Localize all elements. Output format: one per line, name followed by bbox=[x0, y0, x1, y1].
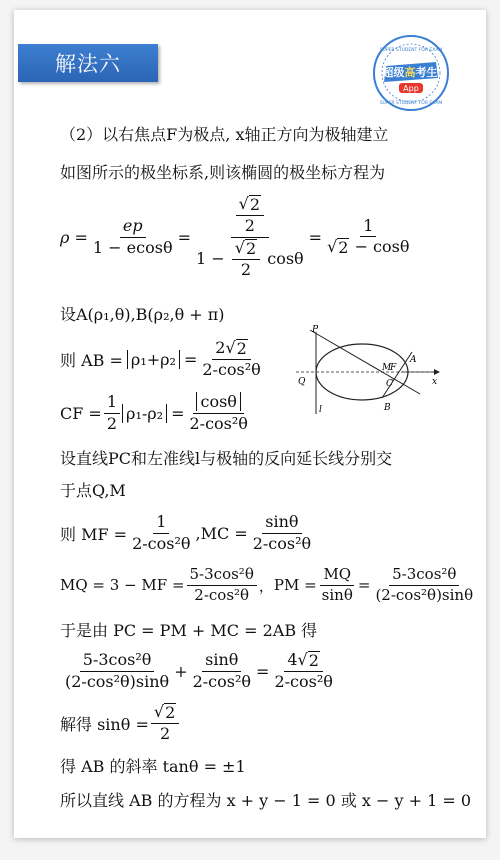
slope-line bbox=[60, 754, 246, 777]
sum-fraction-3 bbox=[271, 651, 335, 692]
mf-pre: 则 MF = bbox=[60, 524, 128, 544]
cf-num-abs: cosθ bbox=[196, 392, 240, 411]
label-l: l bbox=[319, 405, 322, 415]
rho-f1-den: 1 − ecosθ bbox=[92, 237, 173, 257]
pc-intro-line-2 bbox=[60, 478, 126, 501]
set-ab-text: 设A(ρ₁,θ),B(ρ₂,θ + π) bbox=[60, 305, 225, 324]
intro-text-2: 如图所示的极坐标系,则该椭圆的极坐标方程为 bbox=[60, 163, 386, 182]
set-ab-line bbox=[60, 302, 225, 325]
cf-half-num: 1 bbox=[104, 393, 120, 413]
solve-den: 2 bbox=[159, 724, 171, 743]
svg-text:超级高考生: 超级高考生 bbox=[382, 66, 438, 79]
pc-relation-line bbox=[60, 618, 317, 641]
pm-pre: PM = bbox=[273, 576, 317, 594]
mc-num: sinθ bbox=[262, 513, 301, 533]
method-label: 解法六 bbox=[55, 52, 121, 76]
intro-line-2 bbox=[60, 160, 385, 183]
label-a: A bbox=[410, 355, 417, 365]
pm-fraction-2 bbox=[372, 566, 476, 604]
rho-eq-2: = bbox=[308, 227, 323, 247]
ab-eq: = bbox=[183, 349, 198, 369]
sum-num-3: 4 √ 2 bbox=[284, 651, 323, 672]
cf-half bbox=[104, 393, 120, 433]
rho-equation bbox=[60, 193, 415, 279]
mq-den: 2-cos²θ bbox=[194, 585, 250, 604]
cf-fraction bbox=[186, 393, 250, 433]
rho-f2-den bbox=[193, 238, 307, 280]
pm-den-1: sinθ bbox=[321, 585, 353, 604]
sum-fraction-2 bbox=[190, 651, 254, 691]
pc-relation-text: 于是由 PC = PM + MC = 2AB 得 bbox=[60, 621, 318, 640]
cf-abs: ρ₁-ρ₂ bbox=[122, 404, 167, 423]
mc-fraction bbox=[250, 513, 314, 553]
pm-num-1: MQ bbox=[320, 566, 354, 585]
pc-intro-text-2: 于点Q,M bbox=[60, 481, 126, 500]
solve-num-sqrt: 2 bbox=[165, 702, 176, 722]
cf-eq: = bbox=[171, 403, 185, 423]
rho-f2-den-post: cosθ bbox=[267, 248, 304, 268]
rho-fraction-1 bbox=[90, 217, 176, 257]
sum-num-1: 5-3cos²θ bbox=[80, 651, 155, 671]
solve-pre: 解得 sinθ = bbox=[60, 714, 149, 734]
sum-eq: = bbox=[256, 661, 270, 681]
sum-plus: + bbox=[174, 661, 188, 681]
mq-pm-equation bbox=[60, 562, 478, 608]
sum-den-1: (2-cos²θ)sinθ bbox=[65, 671, 170, 691]
rho-lhs: ρ = bbox=[60, 227, 88, 247]
final-line bbox=[60, 788, 471, 811]
label-x: x bbox=[432, 377, 438, 387]
sum-fraction-1 bbox=[62, 651, 172, 691]
pc-intro-line-1 bbox=[60, 446, 392, 469]
rho-f2-den-frac: √ 2 2 bbox=[232, 239, 260, 280]
solve-fraction: √ 2 2 bbox=[151, 703, 179, 744]
sum-den-3: 2-cos²θ bbox=[274, 672, 333, 691]
ab-num-pre: 2 bbox=[215, 337, 226, 357]
label-f: F bbox=[390, 363, 397, 373]
ab-equation bbox=[60, 336, 266, 382]
rho-f2-den-sqrt: 2 bbox=[245, 238, 257, 258]
mc-den: 2-cos²θ bbox=[252, 533, 312, 553]
sum-num-2: sinθ bbox=[202, 651, 241, 671]
svg-text:SUPER STUDENT FOR EXAM: SUPER STUDENT FOR EXAM bbox=[379, 101, 443, 106]
label-q: Q bbox=[298, 377, 306, 387]
line-pc bbox=[310, 330, 420, 394]
mf-den: 2-cos²θ bbox=[132, 533, 191, 553]
rho-f3-den-sqrt: 2 bbox=[338, 238, 349, 257]
cf-half-den: 2 bbox=[106, 413, 118, 433]
mq-fraction bbox=[187, 566, 257, 604]
rho-f2-inner-frac: √ 2 2 bbox=[236, 195, 264, 236]
method-ribbon bbox=[18, 44, 158, 82]
mf-equation bbox=[60, 510, 316, 556]
rho-f3-num: 1 bbox=[360, 217, 376, 237]
ab-num-sqrt: 2 bbox=[236, 338, 247, 358]
cf-pre: CF = bbox=[60, 403, 102, 423]
sum-num-3-pre: 4 bbox=[287, 649, 298, 669]
x-axis-arrow bbox=[434, 369, 440, 375]
pm-num-2: 5-3cos²θ bbox=[389, 566, 459, 585]
rho-f2-num bbox=[231, 195, 269, 238]
mf-num: 1 bbox=[153, 513, 169, 533]
rho-f2-den-pre: 1 − bbox=[195, 248, 225, 268]
cf-den: 2-cos²θ bbox=[189, 413, 248, 433]
ab-abs: ρ₁+ρ₂ bbox=[127, 350, 180, 369]
pc-intro-text-1: 设直线PC和左准线l与极轴的反向延长线分别交 bbox=[60, 449, 393, 468]
rho-f1-num: ep bbox=[120, 217, 146, 237]
label-p: P bbox=[312, 325, 319, 335]
pm-eq: = bbox=[357, 576, 371, 594]
label-m: M bbox=[382, 363, 392, 373]
pm-den-2: (2-cos²θ)sinθ bbox=[375, 585, 474, 604]
ellipse-diagram bbox=[294, 322, 444, 422]
sum-num-3-sqrt: 2 bbox=[308, 650, 319, 670]
mq-sep: ， bbox=[258, 576, 274, 595]
ab-pre: 则 AB = bbox=[60, 350, 123, 370]
rho-f3-den-post: − cosθ bbox=[354, 237, 410, 256]
sum-den-2: 2-cos²θ bbox=[192, 671, 252, 691]
mf-fraction bbox=[129, 513, 193, 553]
pm-fraction-1 bbox=[319, 566, 356, 604]
mq-num: 5-3cos²θ bbox=[187, 566, 257, 585]
ab-num: 2 √ 2 bbox=[212, 339, 251, 360]
ab-den: 2-cos²θ bbox=[202, 360, 261, 379]
rho-fraction-3 bbox=[324, 217, 412, 258]
rho-f2-num-sqrt: 2 bbox=[249, 194, 261, 214]
mc-pre: ,MC = bbox=[195, 523, 248, 543]
slope-text: 得 AB 的斜率 tanθ = ±1 bbox=[60, 757, 246, 776]
label-b: B bbox=[384, 403, 391, 413]
solve-equation bbox=[60, 700, 181, 746]
final-text: 所以直线 AB 的方程为 x + y − 1 = 0 或 x − y + 1 = 0 bbox=[60, 791, 472, 810]
sum-equation bbox=[60, 648, 338, 694]
mq-pre: MQ = 3 − MF = bbox=[60, 576, 185, 594]
rho-fraction-2 bbox=[193, 195, 307, 280]
app-logo bbox=[372, 34, 450, 112]
rho-f3-den: √ 2 − cosθ bbox=[327, 237, 410, 257]
cf-equation bbox=[60, 390, 253, 436]
rho-f2-num-den: 2 bbox=[244, 216, 255, 236]
intro-text-1: （2）以右焦点F为极点, x轴正方向为极轴建立 bbox=[60, 125, 389, 144]
label-c: C bbox=[386, 379, 393, 389]
svg-text:App: App bbox=[403, 84, 419, 93]
ab-fraction bbox=[199, 339, 263, 380]
solution-card bbox=[14, 10, 486, 838]
svg-text:SUPER STUDENT FOR EXAM: SUPER STUDENT FOR EXAM bbox=[379, 48, 443, 53]
rho-eq-1: = bbox=[177, 227, 191, 247]
rho-f2-den-den: 2 bbox=[240, 259, 252, 279]
intro-line-1 bbox=[60, 122, 388, 145]
